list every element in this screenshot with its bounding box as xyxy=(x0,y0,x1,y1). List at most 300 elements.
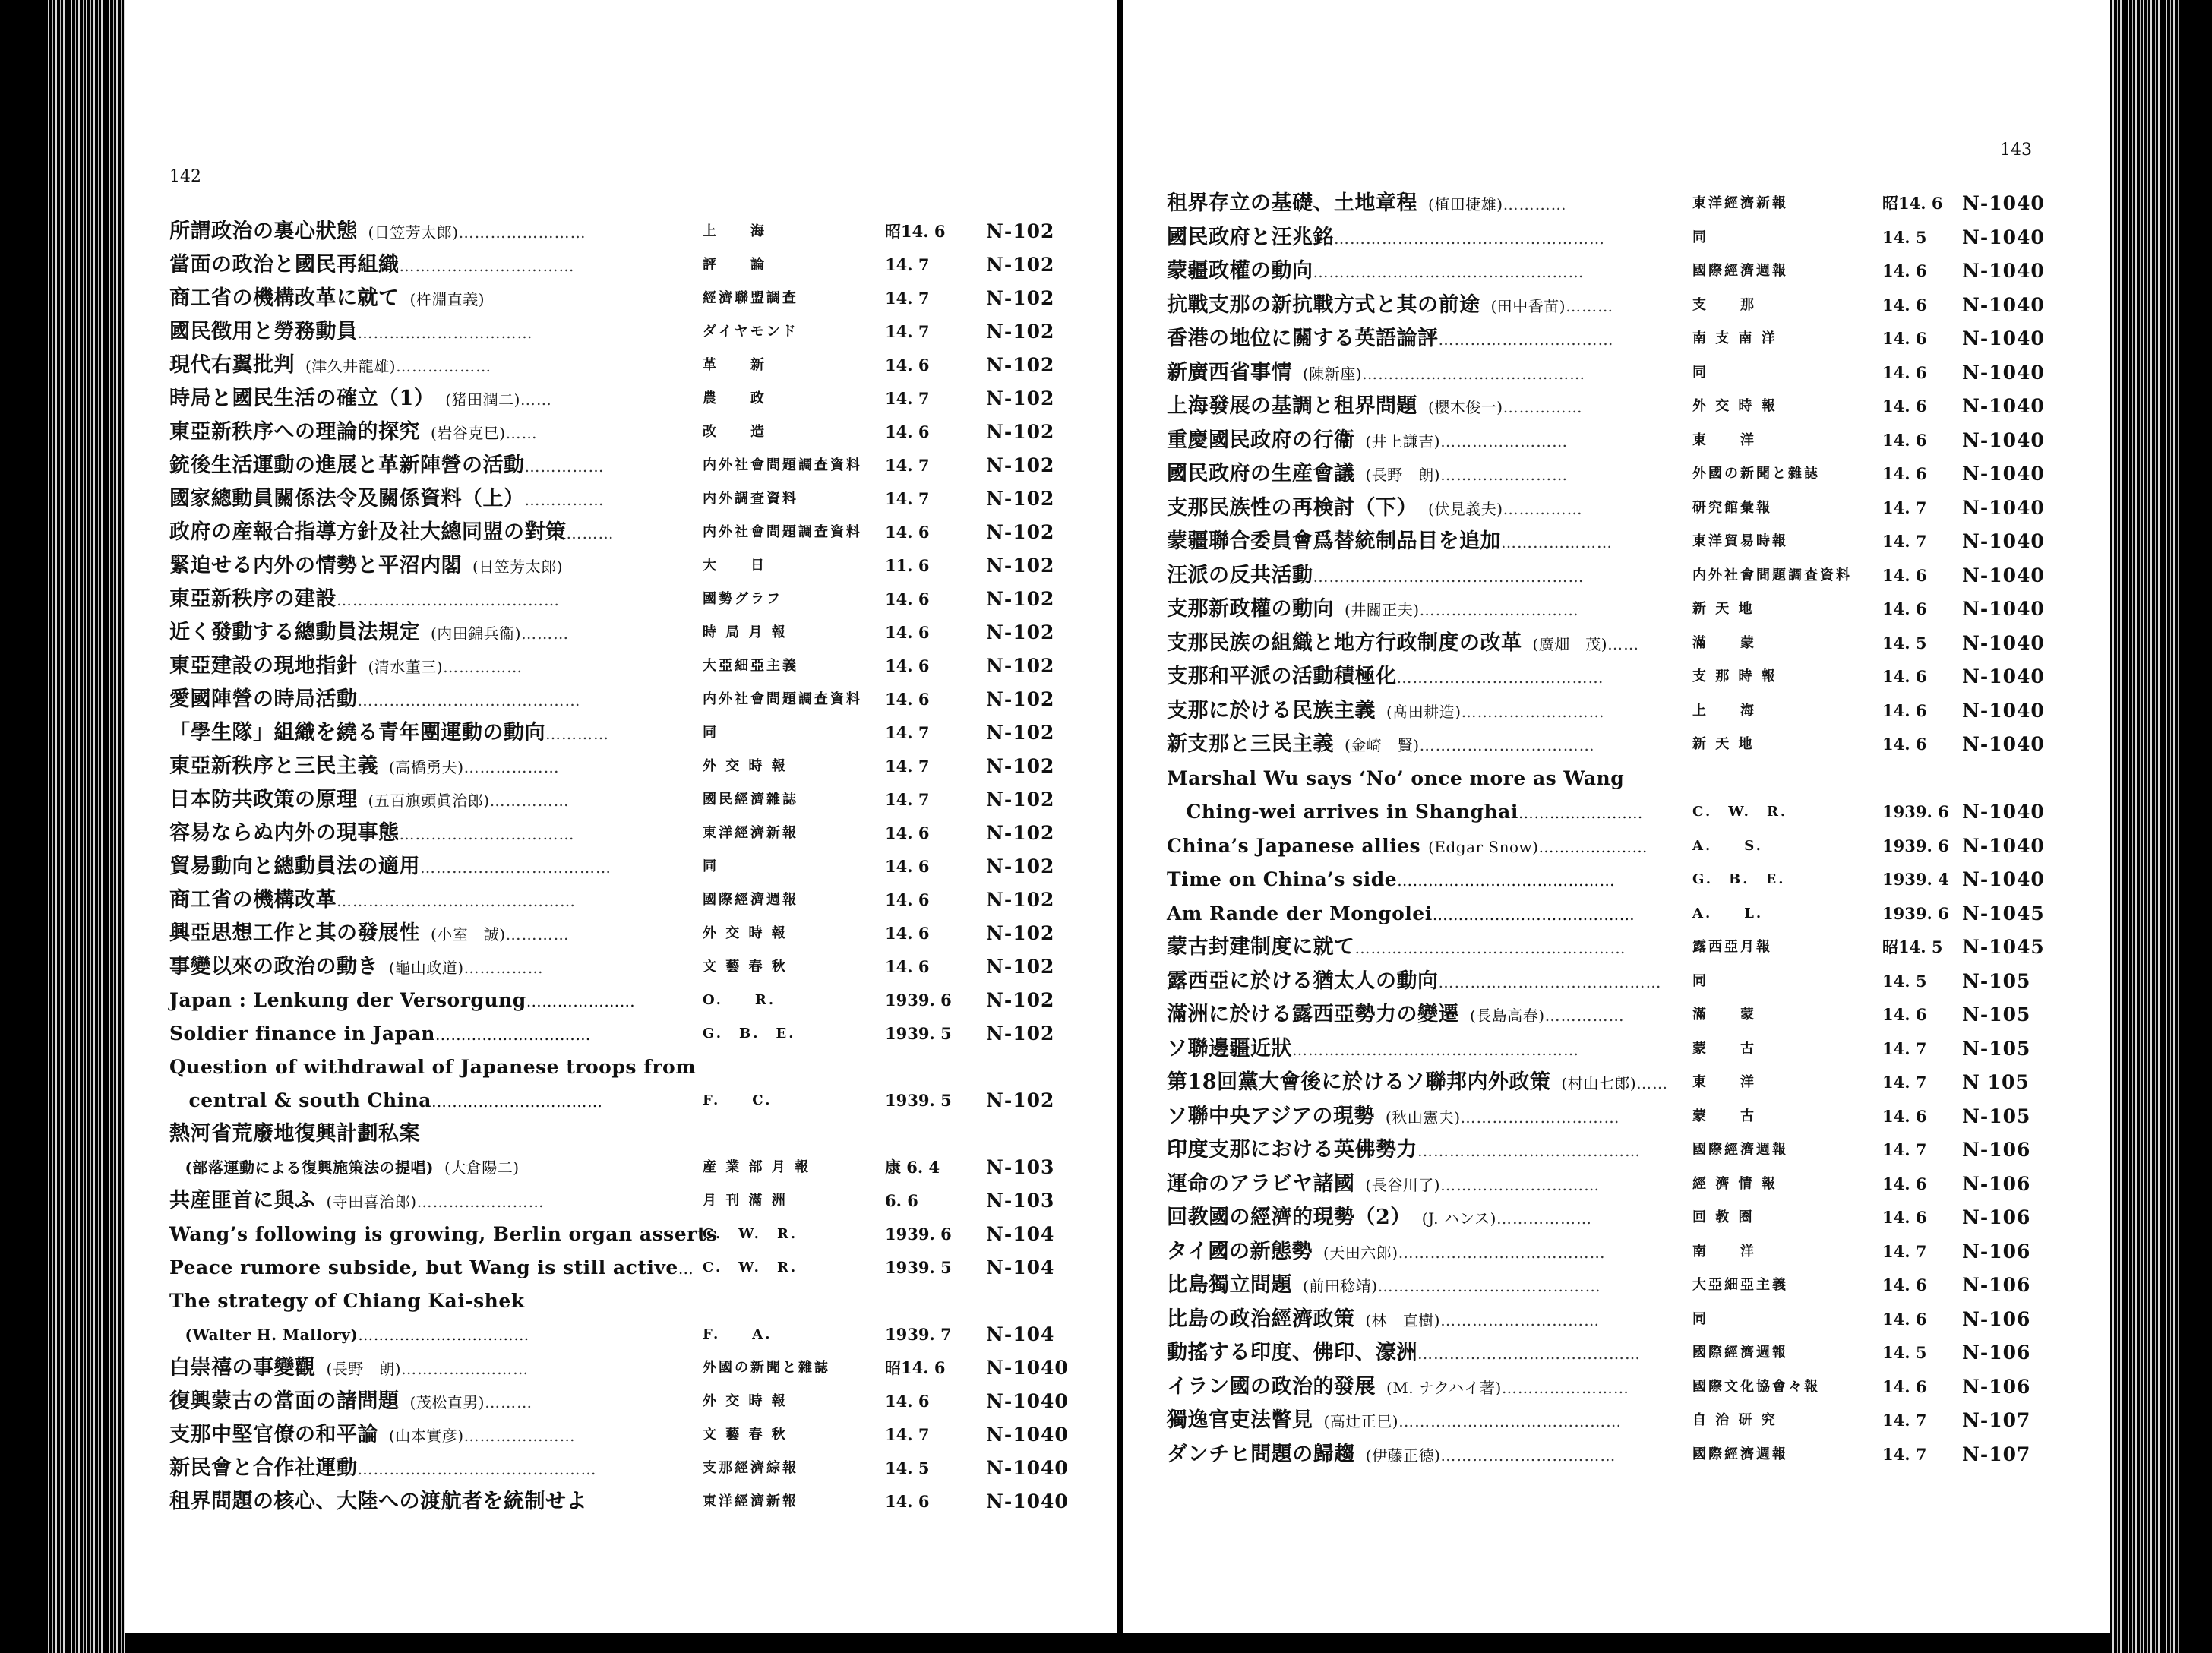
title-text: 緊迫せる内外の情勢と平沼内閣 xyxy=(169,554,462,577)
entry-source: 外國の新聞と雜誌 xyxy=(703,1360,830,1376)
list-item xyxy=(1123,358,2110,388)
leader-dots: ……… xyxy=(566,524,615,542)
list-item xyxy=(1123,256,2110,286)
entry-title xyxy=(169,818,575,849)
entry-title xyxy=(1167,391,1583,422)
entry-title xyxy=(1167,1203,1592,1234)
entry-date: 14. 7 xyxy=(885,322,930,341)
entry-title xyxy=(169,985,635,1016)
entry-code: N-102 xyxy=(986,588,1055,610)
list-item xyxy=(125,551,1117,581)
entry-code: N-102 xyxy=(986,722,1055,744)
entry-author: (長谷川了) xyxy=(1365,1175,1441,1194)
entry-code: N-102 xyxy=(986,521,1055,543)
entry-source: 同 xyxy=(703,725,719,741)
title-text: 露西亞に於ける猶太人の動向 xyxy=(1167,969,1439,993)
entry-source: 東 洋 xyxy=(1692,431,1756,448)
leader-dots: ……………… xyxy=(396,357,492,375)
entry-source: A. L. xyxy=(1692,905,1764,921)
entry-author: (秋山憲夫) xyxy=(1385,1108,1461,1127)
list-item xyxy=(1123,223,2110,253)
leader-dots: ………………………………… xyxy=(1432,905,1635,924)
entry-code: N-1040 xyxy=(986,1490,1069,1512)
title-text: 國民政府と汪兆銘 xyxy=(1167,225,1334,249)
entry-code: N-106 xyxy=(1962,1139,2031,1161)
title-text: Am Rande der Mongolei xyxy=(1167,902,1433,924)
title-text: Peace rumore subside, but Wang is still active xyxy=(169,1256,678,1278)
entry-date: 14. 7 xyxy=(1882,532,1927,551)
leader-dots: …………… xyxy=(1544,1007,1625,1025)
leader-dots: …………………………………………… xyxy=(1334,229,1605,248)
title-text: 新支那と三民主義 xyxy=(1167,732,1334,756)
title-text: 愛國陣營の時局活動 xyxy=(169,687,358,711)
entry-code: N-105 xyxy=(1962,1105,2031,1127)
entry-source: 内外社會問題調査資料 xyxy=(703,524,862,540)
entry-source: 内外調査資料 xyxy=(703,491,798,507)
entry-source: 東洋經濟新報 xyxy=(1692,195,1788,211)
entry-code: N-102 xyxy=(986,1022,1055,1045)
entry-source: 同 xyxy=(1692,972,1708,989)
entry-source: G. B. E. xyxy=(703,1026,796,1041)
leader-dots: …………………………………………… xyxy=(1313,567,1585,586)
list-item xyxy=(1123,899,2110,929)
title-text: 所謂政治の裏心狀態 xyxy=(169,220,358,243)
list-item xyxy=(125,584,1117,615)
list-item xyxy=(1123,662,2110,692)
leader-dots: …………… xyxy=(1503,398,1583,416)
entry-author: (猪田潤二) xyxy=(445,390,520,409)
entry-source: 東洋經濟新報 xyxy=(703,1493,798,1509)
entry-title xyxy=(169,1353,529,1384)
entry-source: 内外社會問題調査資料 xyxy=(703,457,862,473)
entry-source: 自 治 研 究 xyxy=(1692,1412,1778,1428)
entry-title xyxy=(169,1286,525,1316)
leader-dots: …………………… xyxy=(1501,1378,1629,1397)
entry-source: C. W. R. xyxy=(1692,804,1788,820)
entry-date: 14. 6 xyxy=(1882,599,1927,618)
entry-date: 14. 6 xyxy=(1882,430,1927,450)
title-text: 支那民族の組織と地方行政制度の改革 xyxy=(1167,631,1522,655)
entry-title xyxy=(169,885,576,916)
entry-date: 14. 7 xyxy=(1882,498,1927,517)
list-item xyxy=(1123,425,2110,456)
entry-date: 14. 6 xyxy=(1882,261,1927,280)
entry-code: N-1040 xyxy=(1962,564,2045,586)
list-item xyxy=(125,1386,1117,1417)
entry-date: 14. 6 xyxy=(885,823,930,842)
leader-dots: ……………………… xyxy=(1461,702,1605,721)
entry-author: (五百旗頭眞治郎) xyxy=(368,792,490,810)
title-text: 現代右翼批判 xyxy=(169,353,295,377)
entry-code: N-102 xyxy=(986,922,1055,944)
entry-title xyxy=(1167,256,1585,287)
entry-date: 14. 6 xyxy=(1882,565,1927,585)
entry-source: 東洋貿易時報 xyxy=(1692,533,1788,549)
list-item xyxy=(1123,1372,2110,1402)
entry-code: N-102 xyxy=(986,889,1055,911)
entry-title xyxy=(169,517,615,548)
list-item xyxy=(125,1253,1117,1283)
list-item xyxy=(125,1186,1117,1216)
entry-date: 14. 6 xyxy=(1882,667,1927,686)
title-text: ソ聯中央アジアの現勢 xyxy=(1167,1104,1375,1128)
entry-title xyxy=(169,1420,576,1451)
entry-author: (日笠芳太郎) xyxy=(368,223,459,242)
entry-source: O. R. xyxy=(703,992,776,1008)
entry-source: 南 支 南 洋 xyxy=(1692,330,1778,346)
entry-title xyxy=(169,484,605,515)
title-text: 熱河省荒廢地復興計劃私案 xyxy=(169,1122,420,1146)
entry-code: N-106 xyxy=(1962,1375,2031,1398)
entry-source: 支 那 xyxy=(1692,296,1756,313)
leader-dots: …………………… xyxy=(401,1360,529,1378)
title-text: 時局と國民生活の確立（1） xyxy=(169,387,435,410)
leader-dots: ……… xyxy=(1566,296,1614,315)
leader-dots: …………………………………… xyxy=(357,691,581,710)
entry-title xyxy=(169,217,586,248)
entry-source: 上 海 xyxy=(1692,702,1756,719)
title-text: 滿洲に於ける露西亞勢力の變遷 xyxy=(1167,1003,1459,1026)
entry-date: 14. 6 xyxy=(1882,1275,1927,1294)
book-gutter xyxy=(1117,0,1123,1653)
list-item xyxy=(125,283,1117,314)
entry-date: 14. 6 xyxy=(885,957,930,976)
entry-date: 14. 6 xyxy=(1882,1106,1927,1126)
entry-title xyxy=(169,1086,603,1117)
entry-source: 内外社會問題調査資料 xyxy=(1692,567,1852,583)
entry-title xyxy=(1167,1237,1606,1268)
entry-code: N-1040 xyxy=(1962,496,2045,519)
leader-dots: ……………… xyxy=(463,758,560,776)
leader-dots: …………………………… xyxy=(399,257,575,275)
entry-title xyxy=(169,651,523,682)
list-item xyxy=(125,1320,1117,1350)
entry-author: (金崎 賢) xyxy=(1345,736,1420,754)
entry-date: 1939. 6 xyxy=(1882,903,1949,923)
list-item xyxy=(125,1453,1117,1484)
entry-title xyxy=(169,1219,717,1250)
entry-author: (伏見義夫) xyxy=(1428,499,1503,518)
entry-code: N-102 xyxy=(986,989,1055,1011)
entry-date: 14. 7 xyxy=(1882,1241,1927,1261)
leader-dots: …………………… xyxy=(416,1193,545,1211)
entry-source: 上 海 xyxy=(703,223,766,239)
entry-title xyxy=(169,1152,520,1183)
entry-title xyxy=(1167,1338,1641,1369)
entry-title xyxy=(1167,696,1605,727)
list-item xyxy=(125,985,1117,1016)
entry-title xyxy=(1167,1101,1620,1133)
list-item xyxy=(125,517,1117,548)
entry-source: 外國の新聞と雜誌 xyxy=(1692,466,1820,482)
entry-code: N-102 xyxy=(986,220,1055,242)
entry-code: N-102 xyxy=(986,321,1055,343)
entry-author: (井關正夫) xyxy=(1345,601,1420,619)
leader-dots: …………………………… xyxy=(1438,330,1614,349)
leader-dots: ………………………… xyxy=(1440,1175,1601,1194)
entry-title xyxy=(169,417,538,448)
leader-dots: …………… xyxy=(1503,499,1583,518)
entry-code: N-1040 xyxy=(1962,834,2045,857)
list-item xyxy=(125,618,1117,648)
entry-code: N-106 xyxy=(1962,1206,2031,1228)
leader-dots: …………………………………… xyxy=(337,591,560,609)
entry-source: 國際經濟週報 xyxy=(703,892,798,908)
list-item xyxy=(125,484,1117,514)
entry-date: 1939. 6 xyxy=(885,1225,952,1244)
entry-title xyxy=(169,618,569,649)
leader-dots: ……… xyxy=(485,1393,533,1411)
entry-title xyxy=(169,384,552,415)
entry-date: 14. 6 xyxy=(885,656,930,675)
entry-author: (田中香苗) xyxy=(1490,296,1566,315)
entry-code: N-105 xyxy=(1962,969,2031,992)
leader-dots: ……………………………………… xyxy=(357,1460,597,1478)
leader-dots: …………………………… xyxy=(357,324,533,342)
entry-source: 革 新 xyxy=(703,357,766,373)
title-text: 新廣西省事情 xyxy=(1167,360,1292,384)
leader-dots: ………………………… xyxy=(1440,1310,1601,1329)
title-text: 第18回黨大會後に於けるソ聯邦内外政策 xyxy=(1167,1070,1551,1094)
title-text: 印度支那における英佛勢力 xyxy=(1167,1138,1417,1162)
list-item xyxy=(125,350,1117,381)
entry-title xyxy=(1167,628,1639,659)
entry-code: N-104 xyxy=(986,1256,1055,1278)
entry-author: (津久井龍雄) xyxy=(305,357,397,375)
entry-title xyxy=(169,584,560,615)
list-item xyxy=(1123,1405,2110,1436)
entry-title xyxy=(1167,729,1595,760)
leader-dots: …………………………………… xyxy=(1377,1277,1601,1295)
title-text: Question of withdrawal of Japanese troops from xyxy=(169,1056,697,1078)
entry-code: N-106 xyxy=(1962,1307,2031,1330)
entry-date: 14. 6 xyxy=(1882,1005,1927,1024)
entry-title xyxy=(1167,1270,1601,1301)
entry-date: 14. 6 xyxy=(885,890,930,909)
entry-source: 文 藝 春 秋 xyxy=(703,1427,788,1443)
entry-date: 14. 5 xyxy=(885,1459,930,1478)
entry-source: 東 洋 xyxy=(1692,1074,1756,1090)
entry-author: (Edgar Snow) xyxy=(1428,837,1539,856)
list-item xyxy=(125,1353,1117,1383)
list-item xyxy=(125,751,1117,782)
left-page xyxy=(125,0,1117,1633)
title-text: 商工省の機構改革 xyxy=(169,888,337,912)
title-text: 東亞新秩序の建設 xyxy=(169,587,337,611)
entry-source: 研究館彙報 xyxy=(1692,499,1772,516)
entry-date: 1939. 5 xyxy=(885,1258,952,1277)
entry-title xyxy=(169,751,560,782)
title-text: 日本防共政策の原理 xyxy=(169,788,358,811)
leader-dots: ………… xyxy=(545,725,609,743)
entry-date: 14. 7 xyxy=(885,255,930,274)
entry-source: 外 交 時 報 xyxy=(1692,398,1778,414)
entry-title xyxy=(169,1019,591,1050)
entry-author: (長野 朗) xyxy=(326,1360,402,1378)
title-text: 國民政府の生産會議 xyxy=(1167,462,1355,485)
entry-title xyxy=(1167,1405,1622,1436)
entry-date: 14. 7 xyxy=(885,389,930,408)
leader-dots: …………………………………… xyxy=(1417,1345,1641,1363)
entry-author: (茂松直男) xyxy=(409,1393,485,1411)
entry-title xyxy=(1167,966,1662,997)
list-item xyxy=(1123,459,2110,489)
title-text: Ching-wei arrives in Shanghai xyxy=(1167,801,1518,823)
entry-source: 大亞細亞主義 xyxy=(1692,1277,1788,1293)
entry-title xyxy=(1167,358,1585,389)
entry-code: N-107 xyxy=(1962,1409,2031,1431)
entry-source: 經 濟 情 報 xyxy=(1692,1175,1778,1192)
entry-code: N-1040 xyxy=(1962,327,2045,349)
entry-source: C. W. R. xyxy=(703,1226,798,1242)
entry-code: N 105 xyxy=(1962,1071,2030,1093)
entry-source: 外 交 時 報 xyxy=(703,1393,788,1409)
entry-author: (M. ナクハイ著) xyxy=(1386,1378,1502,1397)
entry-author: (村山七郎) xyxy=(1561,1074,1637,1092)
entry-author: (龜山政道) xyxy=(389,959,464,977)
title-text: 商工省の機構改革に就て xyxy=(169,286,400,310)
entry-source: 文 藝 春 秋 xyxy=(703,959,788,975)
entry-title xyxy=(169,283,485,314)
title-text: 東亞建設の現地指針 xyxy=(169,654,358,678)
list-item xyxy=(1123,1237,2110,1267)
page-number: 142 xyxy=(169,167,201,186)
entry-date: 14. 6 xyxy=(1882,1208,1927,1227)
title-text: 東亞新秩序への理論的探究 xyxy=(169,420,420,444)
title-text: 事變以來の政治の動き xyxy=(169,955,378,978)
entry-source: 國際文化協會々報 xyxy=(1692,1378,1820,1395)
right-page xyxy=(1123,0,2110,1633)
entry-date: 14. 7 xyxy=(885,757,930,776)
list-item xyxy=(125,918,1117,949)
entry-source: 東洋經濟新報 xyxy=(703,825,798,841)
entry-date: 昭14. 6 xyxy=(1882,194,1943,213)
entry-author: (天田六郎) xyxy=(1322,1243,1398,1262)
entry-source: 同 xyxy=(1692,364,1708,381)
entry-code: N-106 xyxy=(1962,1342,2031,1364)
leader-dots: ………………… xyxy=(526,992,636,1010)
entry-code: N-1040 xyxy=(1962,665,2045,687)
book-edge-right xyxy=(2110,0,2179,1653)
entry-code: N-1040 xyxy=(1962,598,2045,620)
leader-dots: …………………………………… xyxy=(1397,871,1616,890)
list-item xyxy=(125,1086,1117,1116)
entry-code: N-1040 xyxy=(1962,530,2045,552)
list-item xyxy=(125,1119,1117,1149)
entry-author: (J. ハンス) xyxy=(1421,1209,1496,1228)
title-text: 東亞新秩序と三民主義 xyxy=(169,754,378,778)
entry-code: N-102 xyxy=(986,755,1055,777)
title-text: 貿易動向と總動員法の適用 xyxy=(169,855,420,878)
list-item xyxy=(1123,729,2110,760)
list-item xyxy=(125,1420,1117,1450)
entry-date: 1939. 6 xyxy=(885,991,952,1010)
title-text: Time on China’s side xyxy=(1167,868,1398,890)
leader-dots: …………………… xyxy=(1440,466,1569,484)
entry-date: 14. 6 xyxy=(1882,1309,1927,1329)
entry-title xyxy=(169,1487,587,1517)
leader-dots: ………………………… xyxy=(434,1026,591,1044)
list-item xyxy=(1123,831,2110,861)
entry-code: N-1040 xyxy=(1962,260,2045,282)
list-item xyxy=(125,885,1117,915)
title-text: The strategy of Chiang Kai-shek xyxy=(169,1290,525,1312)
entry-date: 14. 7 xyxy=(1882,1038,1927,1058)
entry-source: 大 日 xyxy=(703,558,766,574)
title-text: 重慶國民政府の行衞 xyxy=(1167,428,1355,452)
entry-date: 14. 6 xyxy=(1882,1174,1927,1193)
entry-title xyxy=(1167,1000,1625,1031)
list-item xyxy=(125,785,1117,815)
entry-source: 評 論 xyxy=(703,257,766,273)
title-text: Wang’s following is growing, Berlin organ asserts xyxy=(169,1223,718,1245)
entry-title xyxy=(1167,662,1604,693)
title-text: 租界存立の基礎、土地章程 xyxy=(1167,191,1417,215)
entry-code: N-103 xyxy=(986,1190,1055,1212)
entry-date: 1939. 4 xyxy=(1882,870,1949,889)
entry-title xyxy=(1167,290,1613,321)
entry-author: (高辻正巳) xyxy=(1323,1412,1399,1430)
entry-source: 大亞細亞主義 xyxy=(703,658,798,674)
title-text: Soldier finance in Japan xyxy=(169,1022,435,1045)
entry-title xyxy=(1167,1169,1600,1200)
entry-date: 14. 6 xyxy=(885,924,930,943)
entry-author: (岩谷克巳) xyxy=(431,424,506,442)
entry-date: 14. 6 xyxy=(885,356,930,375)
list-item xyxy=(1123,797,2110,827)
entry-title xyxy=(169,350,491,381)
entry-source: 月 刊 滿 洲 xyxy=(703,1193,788,1209)
entry-code: N-1040 xyxy=(986,1457,1069,1479)
list-item xyxy=(125,1487,1117,1517)
title-text: 上海發展の基調と租界問題 xyxy=(1167,394,1417,418)
leader-dots: …………… xyxy=(463,959,544,977)
list-item xyxy=(125,1052,1117,1083)
entry-date: 14. 7 xyxy=(885,1425,930,1444)
entry-date: 昭14. 6 xyxy=(885,1358,946,1377)
entry-code: N-102 xyxy=(986,555,1055,577)
entry-title xyxy=(169,1052,696,1083)
leader-dots: …………………… xyxy=(458,223,586,242)
list-item xyxy=(125,1286,1117,1316)
entry-title xyxy=(1167,1067,1668,1098)
leader-dots: ………… xyxy=(505,925,570,943)
entry-author: (林 直樹) xyxy=(1365,1310,1441,1329)
title-text: 支那和平派の活動積極化 xyxy=(1167,665,1397,688)
entry-code: N-1040 xyxy=(1962,293,2045,316)
entry-code: N-107 xyxy=(1962,1443,2031,1465)
list-item xyxy=(125,818,1117,849)
title-text: 比島の政治經濟政策 xyxy=(1167,1307,1355,1331)
leader-dots: ………………………………… xyxy=(1396,668,1604,687)
leader-dots: …………… xyxy=(524,457,605,476)
leader-dots: …………………………………………… xyxy=(1354,939,1626,957)
leader-dots: …………………………………… xyxy=(1398,1412,1623,1430)
title-text: 支那に於ける民族主義 xyxy=(1167,698,1376,722)
title-text: (Walter H. Mallory) xyxy=(169,1326,359,1344)
entry-date: 14. 6 xyxy=(885,589,930,608)
leader-dots: … xyxy=(678,1260,694,1278)
entry-date: 14. 7 xyxy=(885,289,930,308)
list-item xyxy=(125,651,1117,681)
entry-author: (陳新座) xyxy=(1303,364,1363,383)
entry-list xyxy=(125,0,1117,1633)
entry-code: N-104 xyxy=(986,1323,1055,1345)
entry-author: (大倉陽二) xyxy=(444,1158,520,1177)
entry-source: 滿 蒙 xyxy=(1692,634,1756,651)
title-text: ダンチヒ問題の歸趨 xyxy=(1167,1442,1355,1466)
entry-source: F. A. xyxy=(703,1326,773,1342)
